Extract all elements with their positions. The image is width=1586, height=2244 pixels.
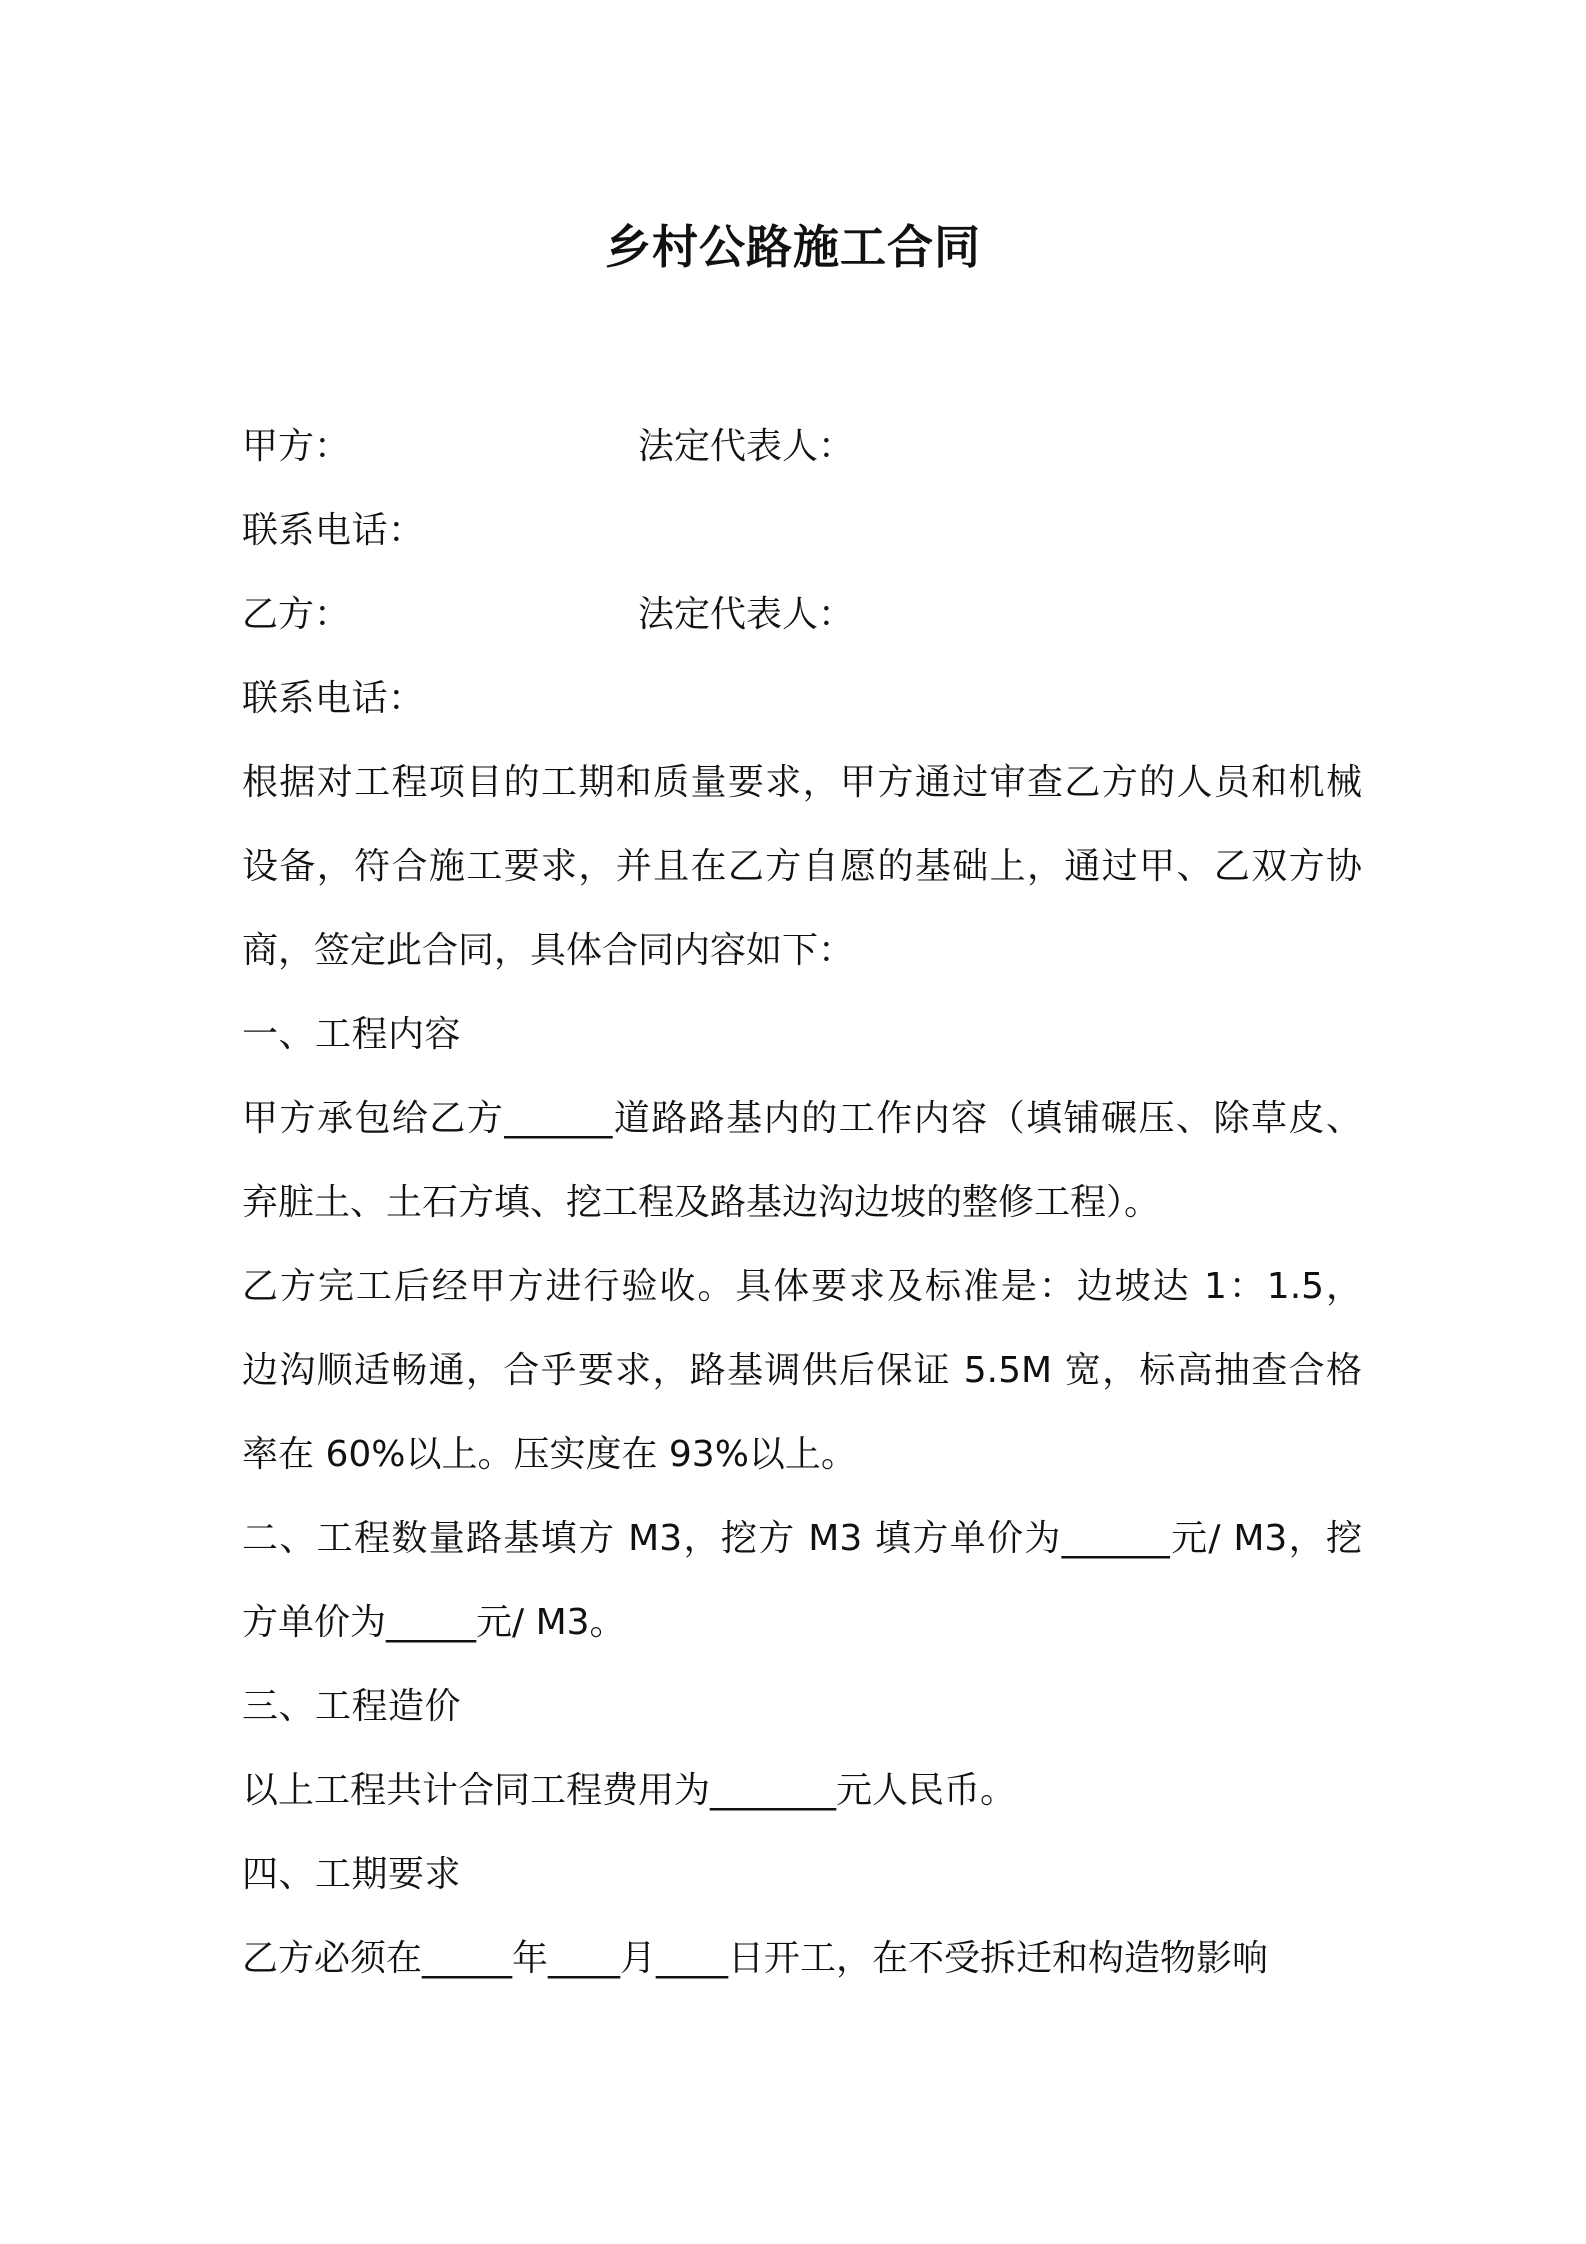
party-a-rep-label: 法定代表人： xyxy=(638,426,855,467)
party-b-rep-label: 法定代表人： xyxy=(638,594,855,635)
party-b-phone-label: 联系电话： xyxy=(242,678,425,719)
document-body xyxy=(242,405,1362,2001)
paragraph-line: 率在 60%以上。压实度在 93%以上。 xyxy=(242,1434,857,1475)
party-b-row xyxy=(242,573,1362,657)
paragraph-line: 乙方完工后经甲方进行验收。具体要求及标准是：边坡达 1：1.5， xyxy=(242,1266,1362,1307)
paragraph-line: 甲方承包给乙方______道路路基内的工作内容（填铺碾压、除草皮、 xyxy=(242,1098,1362,1139)
intro-line: 根据对工程项目的工期和质量要求，甲方通过审查乙方的人员和机械 xyxy=(242,762,1362,803)
section-3-text: 以上工程共计合同工程费用为_______元人民币。 xyxy=(242,1770,1017,1811)
section-1-paragraph-1 xyxy=(242,1077,1362,1245)
party-a-phone-label: 联系电话： xyxy=(242,510,425,551)
intro-line: 商，签定此合同，具体合同内容如下： xyxy=(242,930,855,971)
party-a-label: 甲方： xyxy=(242,426,351,467)
section-4-text: 乙方必须在_____年____月____日开工，在不受拆迁和构造物影响 xyxy=(242,1938,1269,1979)
section-1-paragraph-2 xyxy=(242,1245,1362,1497)
paragraph-line: 边沟顺适畅通，合乎要求，路基调供后保证 5.5M 宽，标高抽查合格 xyxy=(242,1350,1362,1391)
party-a-row xyxy=(242,405,1362,489)
section-4-heading: 四、工期要求 xyxy=(242,1854,462,1895)
paragraph-line: 弃脏土、土石方填、挖工程及路基边沟边坡的整修工程）。 xyxy=(242,1182,1161,1223)
document-title: 乡村公路施工合同 xyxy=(605,220,981,274)
intro-paragraph xyxy=(242,741,1362,993)
paragraph-line: 二、工程数量路基填方 M3，挖方 M3 填方单价为______元/ M3，挖 xyxy=(242,1518,1362,1559)
intro-line: 设备，符合施工要求，并且在乙方自愿的基础上，通过甲、乙双方协 xyxy=(242,846,1362,887)
party-b-label: 乙方： xyxy=(242,594,351,635)
section-3-heading: 三、工程造价 xyxy=(242,1686,462,1727)
section-2-paragraph xyxy=(242,1497,1362,1665)
section-1-heading: 一、工程内容 xyxy=(242,1014,462,1055)
paragraph-line: 方单价为_____元/ M3。 xyxy=(242,1602,626,1643)
